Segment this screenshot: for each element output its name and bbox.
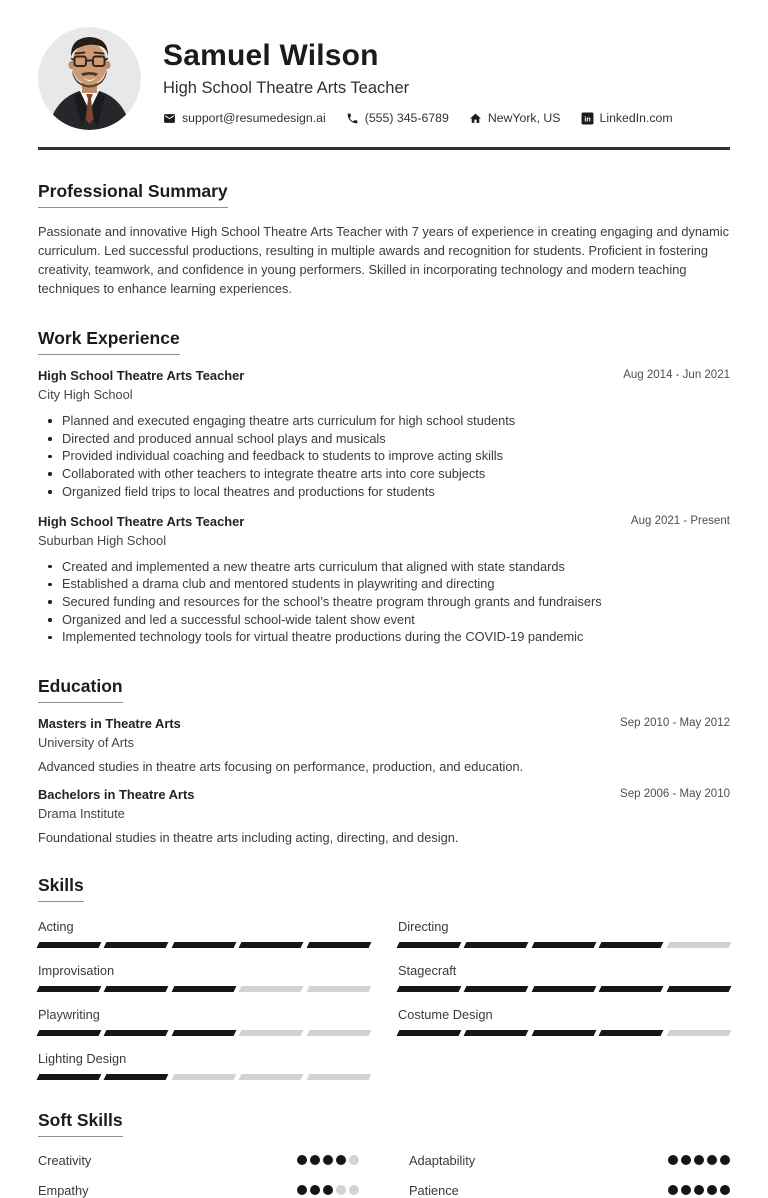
soft-skill-name: Patience	[409, 1182, 459, 1198]
skill-item	[38, 1007, 370, 1036]
skill-segment	[171, 942, 236, 948]
skill-level-bar	[38, 1074, 370, 1080]
skill-segment	[397, 1030, 462, 1036]
skills-column-1	[38, 904, 370, 1080]
skill-segment	[531, 1030, 596, 1036]
soft-skill-dot	[720, 1155, 730, 1165]
section-heading-skills: Skills	[38, 875, 84, 902]
degree-title: Masters in Theatre Arts	[38, 716, 181, 732]
mail-icon	[163, 112, 176, 125]
soft-skills-column-1	[38, 1138, 359, 1198]
section-heading-education: Education	[38, 676, 123, 703]
section-education	[38, 676, 730, 845]
job-bullets	[38, 558, 730, 647]
soft-skill-item	[38, 1182, 359, 1198]
soft-skill-dot	[336, 1185, 346, 1195]
soft-skill-name: Empathy	[38, 1182, 89, 1198]
profile-photo-illustration	[38, 27, 141, 130]
job-bullet: Planned and executed engaging theatre arts curriculum for high school students	[38, 412, 730, 430]
soft-skill-dot	[694, 1155, 704, 1165]
skill-item	[38, 963, 370, 992]
soft-skill-dot	[707, 1185, 717, 1195]
skill-level-bar	[38, 1030, 370, 1036]
job-dates: Aug 2014 - Jun 2021	[623, 369, 730, 381]
skill-name: Lighting Design	[38, 1051, 127, 1067]
skill-segment	[397, 942, 462, 948]
skill-segment	[239, 1074, 304, 1080]
contact-text: NewYork, US	[487, 111, 561, 125]
skill-item	[38, 919, 370, 948]
degree-school: University of Arts	[38, 735, 135, 751]
job-bullet: Secured funding and resources for the school’s theatre program through grants and fundraisers	[38, 593, 730, 611]
linkedin-icon	[581, 112, 594, 125]
skill-segment	[599, 986, 664, 992]
skill-segment	[239, 986, 304, 992]
soft-skill-item	[409, 1182, 730, 1198]
soft-skill-dot	[694, 1185, 704, 1195]
skill-segment	[306, 1074, 371, 1080]
skill-name: Playwriting	[38, 1007, 100, 1023]
contact-item	[163, 111, 326, 125]
skill-level-bar	[38, 986, 370, 992]
skill-segment	[171, 1030, 236, 1036]
svg-text:in: in	[583, 115, 591, 123]
skill-segment	[104, 1074, 169, 1080]
job-dates: Aug 2021 - Present	[630, 514, 730, 527]
resume-header	[38, 27, 730, 130]
degree-school: Drama Institute	[38, 806, 125, 822]
soft-skill-dot	[323, 1185, 333, 1195]
section-work-experience	[38, 328, 730, 646]
soft-skill-dots	[297, 1185, 359, 1195]
job-entry-header	[38, 514, 730, 529]
skill-level-bar	[38, 942, 370, 948]
contact-item	[581, 111, 673, 125]
job-bullet: Implemented technology tools for virtual theatre productions during the COVID-19 pandemic	[38, 628, 730, 646]
skill-segment	[397, 986, 462, 992]
education-entry-header	[38, 787, 730, 802]
degree-dates: Sep 2010 - May 2012	[620, 717, 730, 730]
section-heading-soft-skills: Soft Skills	[38, 1110, 123, 1137]
section-professional-summary	[38, 181, 730, 298]
job-title: High School Theatre Arts Teacher	[38, 513, 245, 529]
skill-segment	[306, 942, 371, 948]
soft-skill-item	[38, 1152, 359, 1168]
soft-skill-dot	[681, 1155, 691, 1165]
summary-text: Passionate and innovative High School Theatre Arts Teacher with 7 years of experience in creating engaging and dynamic curriculum. Led successful productions, resulting in multiple awards and recognition for students. Proficient in fostering creativity, teamwork, and confidence in young performers. Skilled in incorporating technology and modern teaching techniques to enhance learning experiences.	[38, 224, 729, 296]
job-entry-header	[38, 368, 730, 383]
section-heading-summary: Professional Summary	[38, 181, 228, 208]
header-divider	[38, 147, 730, 150]
skill-segment	[37, 986, 102, 992]
skill-segment	[306, 1030, 371, 1036]
section-heading-experience: Work Experience	[38, 328, 180, 355]
skill-segment	[239, 942, 304, 948]
skill-segment	[464, 1030, 529, 1036]
skill-name: Directing	[398, 919, 449, 935]
skill-level-bar	[398, 986, 730, 992]
skill-segment	[37, 1074, 102, 1080]
contact-item	[469, 111, 561, 125]
jobs-container	[38, 368, 730, 646]
soft-skill-dots	[668, 1185, 730, 1195]
contact-item	[346, 111, 449, 125]
job-bullet: Created and implemented a new theatre arts curriculum that aligned with state standards	[38, 558, 730, 576]
skill-segment	[531, 986, 596, 992]
skill-segment	[37, 1030, 102, 1036]
skill-item	[398, 963, 730, 992]
soft-skill-dot	[681, 1185, 691, 1195]
degree-description: Advanced studies in theatre arts focusing on performance, production, and education.	[38, 759, 524, 775]
profile-photo	[38, 27, 141, 130]
soft-skill-dot	[297, 1155, 307, 1165]
skill-name: Costume Design	[398, 1007, 493, 1023]
home-icon	[469, 112, 482, 125]
soft-skill-dot	[707, 1155, 717, 1165]
job-bullets	[38, 412, 730, 501]
skill-segment	[666, 1030, 731, 1036]
skill-name: Improvisation	[38, 963, 115, 979]
skill-segment	[599, 942, 664, 948]
education-entry-header	[38, 716, 730, 731]
skill-name: Stagecraft	[398, 963, 457, 979]
skill-level-bar	[398, 942, 730, 948]
contact-text: (555) 345-6789	[364, 111, 449, 125]
education-entry	[38, 716, 730, 774]
soft-skill-dot	[668, 1185, 678, 1195]
soft-skill-dot	[349, 1185, 359, 1195]
degree-description: Foundational studies in theatre arts including acting, directing, and design.	[38, 830, 459, 846]
person-name: Samuel Wilson	[163, 39, 379, 72]
soft-skill-dot	[720, 1185, 730, 1195]
job-bullet: Established a drama club and mentored students in playwriting and directing	[38, 575, 730, 593]
soft-skill-dot	[297, 1185, 307, 1195]
skill-segment	[306, 986, 371, 992]
job-bullet: Directed and produced annual school plays and musicals	[38, 430, 730, 448]
skill-segment	[464, 942, 529, 948]
skill-segment	[666, 986, 731, 992]
skill-item	[38, 1051, 370, 1080]
soft-skills-column-2	[409, 1138, 730, 1198]
skill-level-bar	[398, 1030, 730, 1036]
soft-skill-dot	[310, 1185, 320, 1195]
job-company: City High School	[38, 387, 133, 402]
skills-grid	[38, 904, 730, 1080]
skill-segment	[464, 986, 529, 992]
soft-skill-name: Adaptability	[409, 1152, 476, 1168]
soft-skill-dot	[349, 1155, 359, 1165]
skills-column-2	[398, 904, 730, 1080]
job-company: Suburban High School	[38, 532, 167, 548]
soft-skill-dot	[310, 1155, 320, 1165]
section-soft-skills	[38, 1110, 730, 1198]
degree-dates: Sep 2006 - May 2010	[620, 788, 730, 801]
skill-segment	[666, 942, 731, 948]
skill-item	[398, 1007, 730, 1036]
skill-item	[398, 919, 730, 948]
skill-segment	[171, 986, 236, 992]
contact-text: LinkedIn.com	[599, 111, 673, 125]
contact-row	[163, 111, 673, 125]
skill-segment	[239, 1030, 304, 1036]
job-bullet: Collaborated with other teachers to integrate theatre arts into core subjects	[38, 465, 730, 483]
skill-segment	[104, 986, 169, 992]
skill-segment	[37, 942, 102, 948]
degree-title: Bachelors in Theatre Arts	[38, 787, 195, 803]
soft-skill-dot	[668, 1155, 678, 1165]
section-skills	[38, 875, 730, 1080]
job-bullet: Organized and led a successful school-wide talent show event	[38, 611, 730, 629]
soft-skill-dot	[336, 1155, 346, 1165]
soft-skill-dots	[668, 1155, 730, 1165]
soft-skill-dots	[297, 1155, 359, 1165]
skill-segment	[104, 942, 169, 948]
education-entry	[38, 787, 730, 845]
job-title: High School Theatre Arts Teacher	[38, 368, 245, 383]
job-bullet: Provided individual coaching and feedback to students to improve acting skills	[38, 447, 730, 465]
phone-icon	[346, 112, 359, 125]
skill-segment	[171, 1074, 236, 1080]
skill-segment	[531, 942, 596, 948]
soft-skill-name: Creativity	[38, 1152, 92, 1168]
education-container	[38, 716, 730, 845]
job-bullet: Organized field trips to local theatres and productions for students	[38, 483, 730, 501]
person-job-title: High School Theatre Arts Teacher	[163, 79, 410, 97]
skill-segment	[104, 1030, 169, 1036]
contact-text: support@resumedesign.ai	[182, 111, 326, 125]
soft-skills-grid	[38, 1138, 730, 1198]
soft-skill-dot	[323, 1155, 333, 1165]
skill-segment	[599, 1030, 664, 1036]
job-entry	[38, 514, 730, 647]
soft-skill-item	[409, 1152, 730, 1168]
header-text	[163, 27, 673, 125]
skill-name: Acting	[38, 919, 74, 935]
job-entry	[38, 368, 730, 501]
